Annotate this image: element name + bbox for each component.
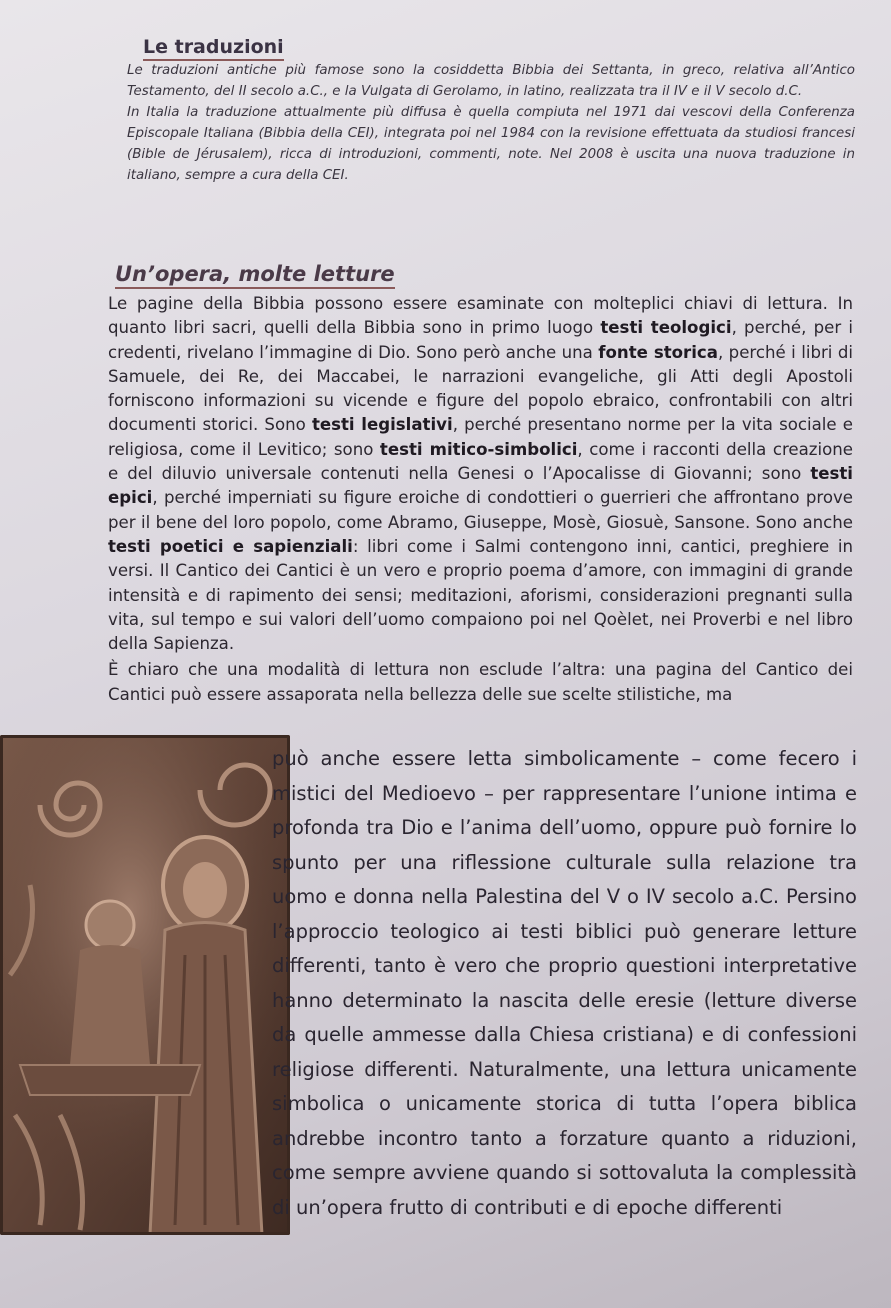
translations-box xyxy=(127,60,855,186)
text-run: , perché presentano norme per la vita sociale e religiosa, come il Levitico; sono xyxy=(108,415,853,459)
key-term: testi teologici xyxy=(600,318,732,338)
section-body xyxy=(108,292,853,707)
wrapped-paragraph xyxy=(272,742,857,1225)
relief-drawing xyxy=(0,735,290,1235)
text-run: : libri come i Salmi contengono inni, cantici, preghiere in versi. Il Cantico dei Cantici è un vero e proprio poema d’amore, con immagini di grande intensità e di rapimento dei sensi; meditazioni, aforismi, considerazioni pregnanti sulla vita, sul tempo e sui valori dell’uomo compaiono poi nel Qoèlet, nei Proverbi e nel libro della Sapienza. xyxy=(108,536,853,654)
carved-relief-image xyxy=(0,735,290,1235)
body-paragraph: È chiaro che una modalità di lettura non esclude l’altra: una pagina del Cantico dei Cantici può essere assaporata nella bellezza delle sue scelte stilistiche, ma xyxy=(108,660,853,704)
key-term: testi legislativi xyxy=(311,415,453,435)
section-title: Un’opera, molte letture xyxy=(115,262,395,289)
box-paragraph: In Italia la traduzione attualmente più diffusa è quella compiuta nel 1971 dai vescovi della Conferenza Episcopale Italiana (Bibbia della CEI), integrata poi nel 1984 con la revisione effettuata da studiosi francesi (Bible de Jérusalem), ricca di introduzioni, commenti, note. Nel 2008 è uscita una nuova traduzione in italiano, sempre a cura della CEI. xyxy=(127,105,855,183)
key-term: testi mitico-simbolici xyxy=(379,439,578,459)
text-run: , come i racconti della creazione e del diluvio universale contenuti nella Genesi o l’Apocalisse di Giovanni; sono xyxy=(108,439,853,484)
body-paragraph-continued: può anche essere letta simbolicamente – come fecero i mistici del Medioevo – per rappresentare l’unione intima e profonda tra Dio e l’anima dell’uomo, oppure può fornire lo spunto per una riflessione culturale sulla relazione tra uomo e donna nella Palestina del V o IV secolo a.C. Persino l’approccio teologico ai testi biblici può generare letture differenti, tanto è vero che proprio questioni interpretative hanno determinato la nascita delle eresie (letture diverse da quelle ammesse dalla Chiesa cristiana) e di confessioni religiose differenti. Naturalmente, una lettura unicamente simbolica o unicamente storica di tutta l’opera biblica andrebbe incontro tanto a forzature quanto a riduzioni, come sempre avviene quando si sottovaluta la complessità di un’opera frutto di contributi e di epoche differenti xyxy=(272,747,857,1219)
text-run: , perché i libri di Samuele, dei Re, dei Maccabei, le narrazioni evangeliche, gli Atti degli Apostoli forniscono informazioni su vicende e figure del popolo ebraico, confrontabili con altri documenti storici. Sono xyxy=(108,342,853,435)
text-run: Le pagine della Bibbia possono essere esaminate con molteplici chiavi di lettura. In quanto libri sacri, quelli della Bibbia sono in primo luogo xyxy=(108,294,853,338)
box-title: Le traduzioni xyxy=(143,36,284,61)
box-paragraph: Le traduzioni antiche più famose sono la cosiddetta Bibbia dei Settanta, in greco, relativa all’Antico Testamento, del II secolo a.C., e la Vulgata di Gerolamo, in latino, realizzata tra il IV e il V secolo d.C. xyxy=(127,63,855,99)
body-paragraph xyxy=(108,292,853,656)
key-term: testi poetici e sapienziali xyxy=(108,536,353,556)
key-term: fonte storica xyxy=(598,342,718,362)
key-term: testi epici xyxy=(108,464,853,508)
text-run: , perché, per i credenti, rivelano l’immagine di Dio. Sono però anche una xyxy=(108,318,854,362)
text-run: , perché imperniati su figure eroiche di condottieri o guerrieri che affrontano prove per il bene del loro popolo, come Abramo, Giuseppe, Mosè, Giosuè, Sansone. Sono anche xyxy=(108,488,853,532)
